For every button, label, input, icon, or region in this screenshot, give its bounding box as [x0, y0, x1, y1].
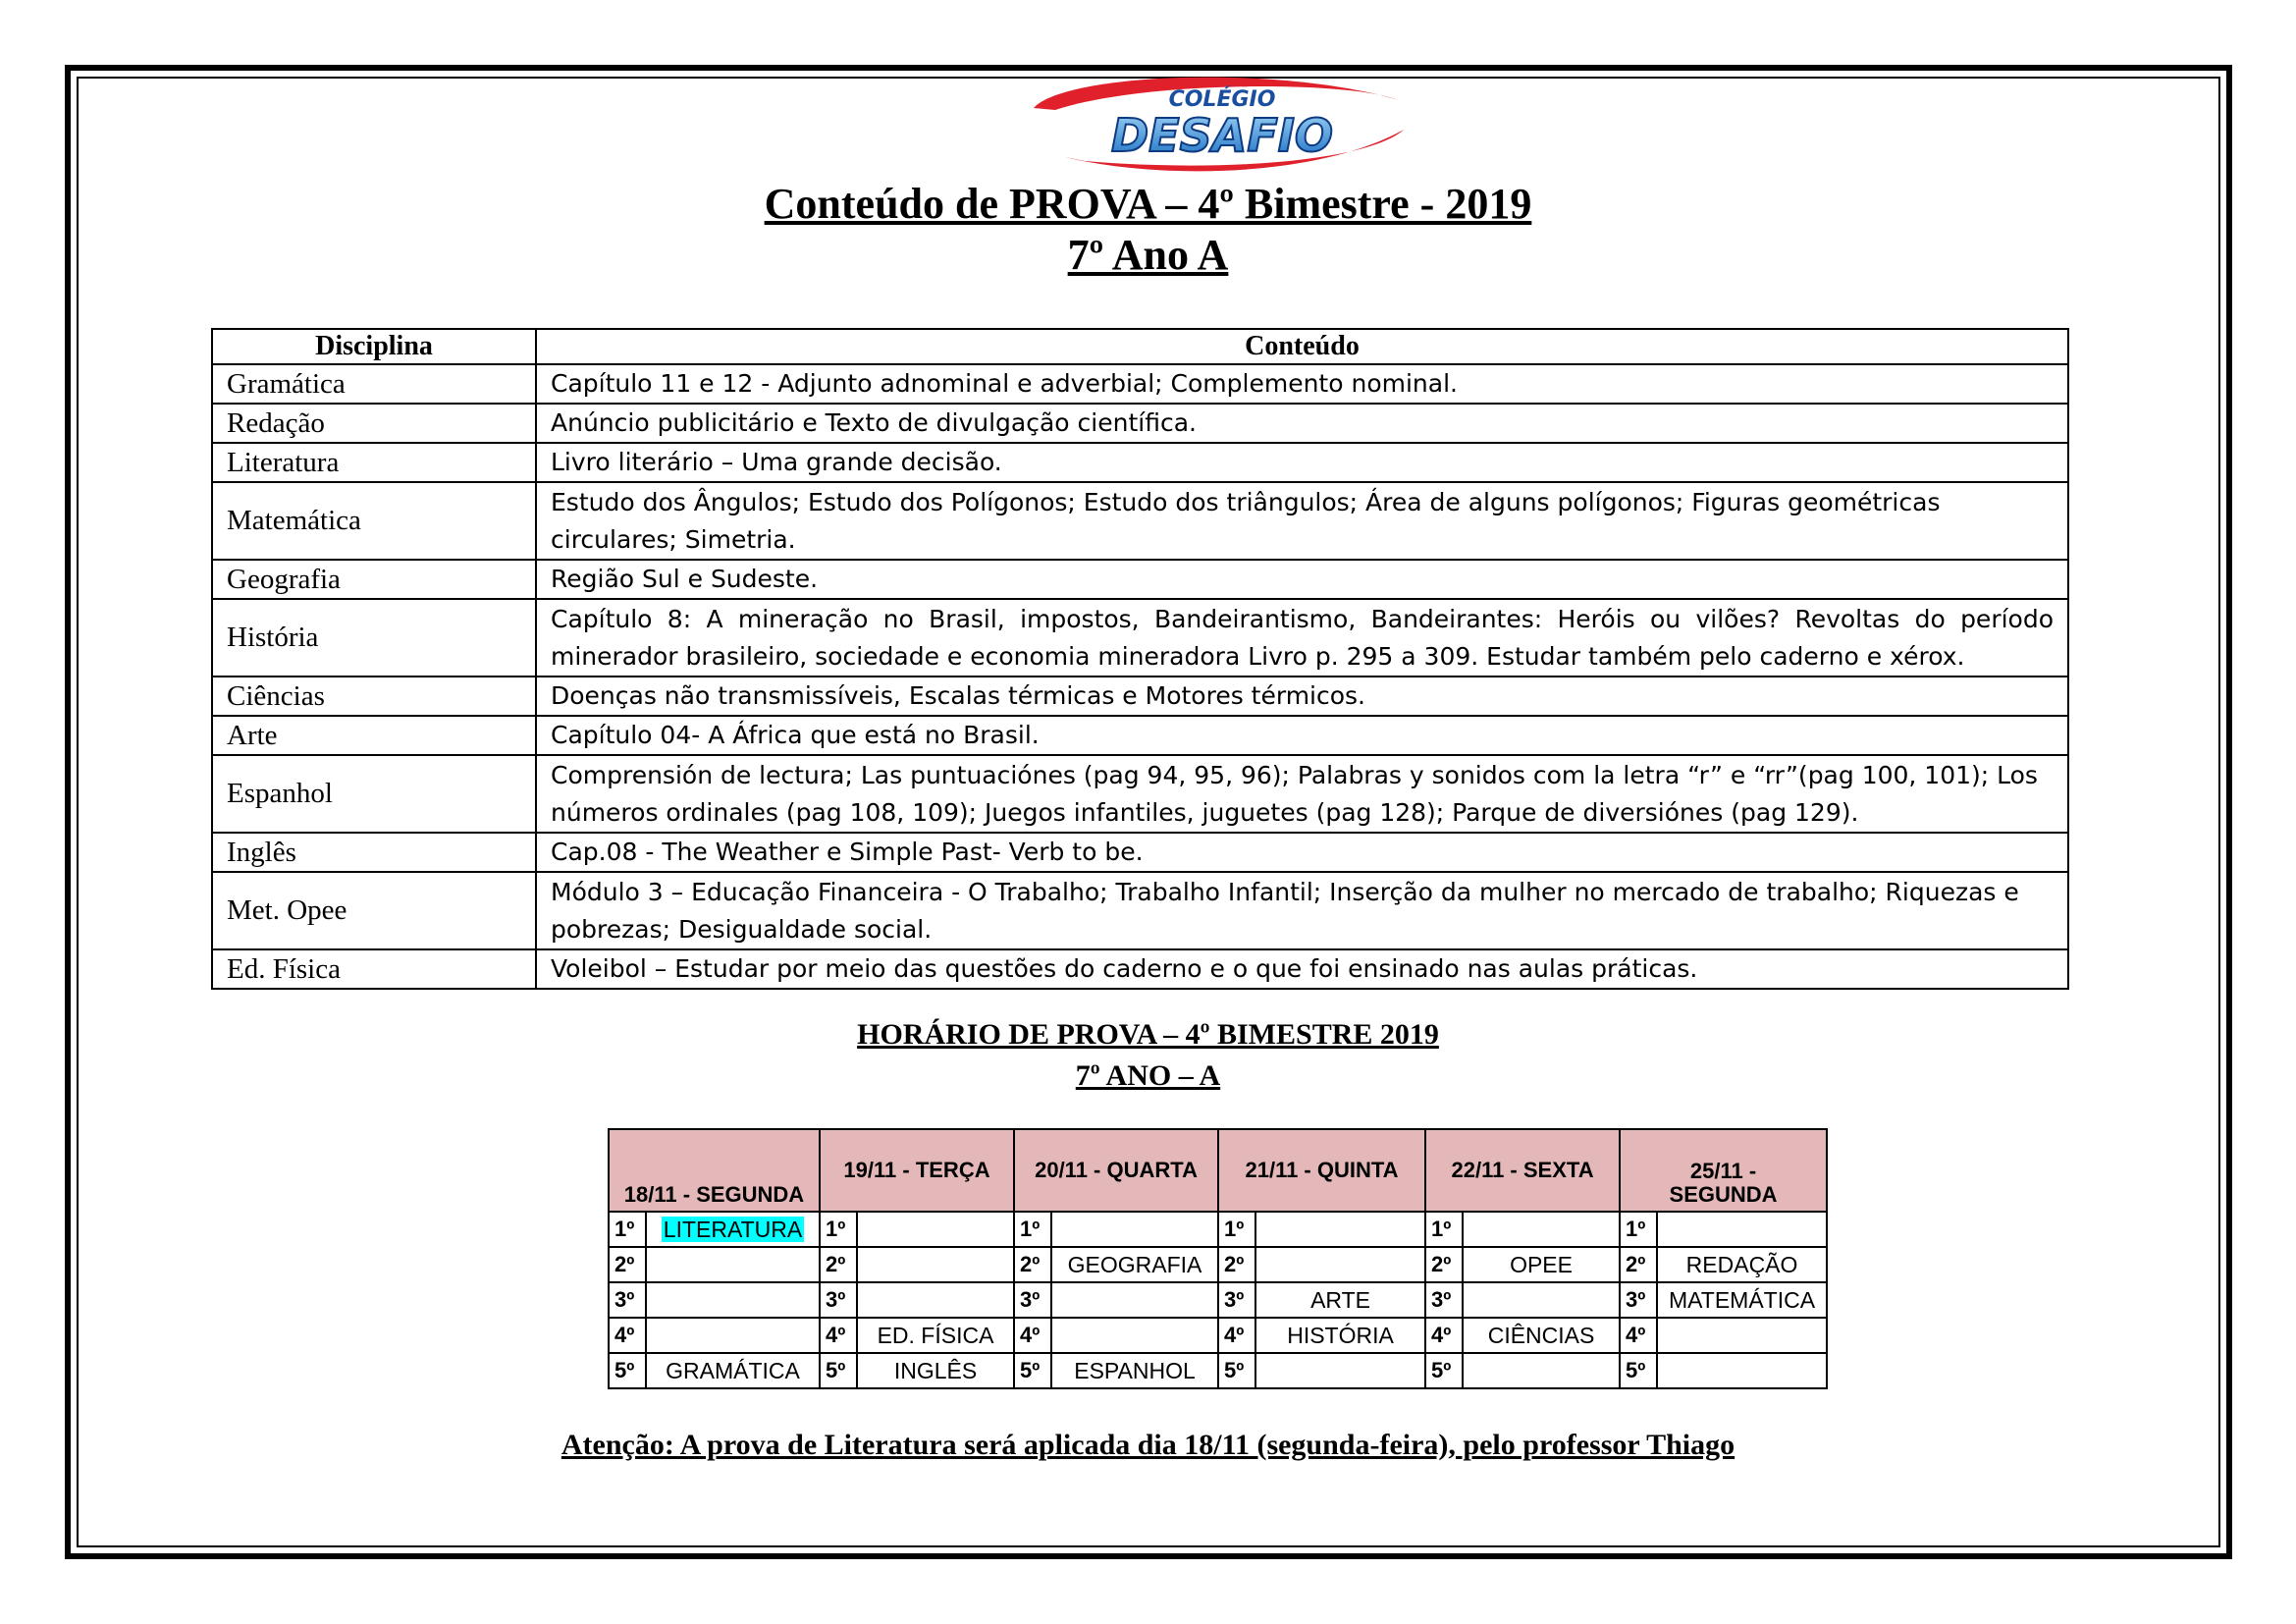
exam-subject-cell	[1657, 1353, 1827, 1388]
exam-subject-cell	[646, 1318, 820, 1353]
period-number: 2º	[820, 1247, 857, 1282]
period-number: 2º	[1218, 1247, 1255, 1282]
period-number: 4º	[1425, 1318, 1463, 1353]
conteudo-cell: Cap.08 - The Weather e Simple Past- Verb to be.	[536, 833, 2068, 872]
schedule-row	[609, 1353, 1827, 1388]
conteudo-cell: Voleibol – Estudar por meio das questões do caderno e o que foi ensinado nas aulas práticas.	[536, 949, 2068, 989]
attention-note: Atenção: A prova de Literatura será aplicada dia 18/11 (segunda-feira), pelo professor Thiago	[561, 1429, 1735, 1461]
conteudo-cell: Doenças não transmissíveis, Escalas térmicas e Motores térmicos.	[536, 677, 2068, 716]
exam-subject-cell	[1657, 1282, 1827, 1318]
disciplina-cell: Inglês	[212, 833, 536, 872]
exam-subject-cell	[1255, 1353, 1425, 1388]
day-header: 19/11 - TERÇA	[820, 1129, 1014, 1212]
period-number: 1º	[1620, 1212, 1657, 1247]
period-number: 3º	[1218, 1282, 1255, 1318]
period-number: 1º	[609, 1212, 646, 1247]
exam-subject-cell	[857, 1282, 1014, 1318]
table-row	[212, 404, 2068, 443]
conteudo-cell: Capítulo 8: A mineração no Brasil, impostos, Bandeirantismo, Bandeirantes: Heróis ou vilões? Revoltas do período minerador brasileiro, sociedade e economia mineradora Livro p. 295 a 309. Estudar também pelo caderno e xérox.	[536, 599, 2068, 677]
period-number: 4º	[609, 1318, 646, 1353]
table-row	[212, 833, 2068, 872]
period-number: 2º	[1014, 1247, 1051, 1282]
disciplina-cell: Espanhol	[212, 755, 536, 833]
period-number: 4º	[820, 1318, 857, 1353]
exam-subject-cell	[1657, 1247, 1827, 1282]
disciplina-cell: Geografia	[212, 560, 536, 599]
exam-subject-cell	[646, 1282, 820, 1318]
schedule-title: HORÁRIO DE PROVA – 4º BIMESTRE 2019	[857, 1018, 1439, 1051]
period-number: 5º	[1014, 1353, 1051, 1388]
period-number: 3º	[820, 1282, 857, 1318]
header-disciplina: Disciplina	[212, 329, 536, 364]
conteudo-cell: Anúncio publicitário e Texto de divulgação científica.	[536, 404, 2068, 443]
conteudo-cell: Comprensión de lectura; Las puntuaciónes (pag 94, 95, 96); Palabras y sonidos com la letra “r” e “rr”(pag 100, 101); Los números ordinales (pag 108, 109); Juegos infantiles, juguetes (pag 128); Parque de diversiónes (pag 129).	[536, 755, 2068, 833]
exam-subject: GRAMÁTICA	[666, 1357, 800, 1383]
exam-subject-cell	[646, 1353, 820, 1388]
schedule-row	[609, 1212, 1827, 1247]
schedule-table	[608, 1128, 1828, 1389]
schedule-subtitle: 7º ANO – A	[1075, 1059, 1221, 1092]
table-row	[212, 560, 2068, 599]
table-row	[212, 716, 2068, 755]
header-conteudo: Conteúdo	[536, 329, 2068, 364]
exam-subject-cell	[857, 1212, 1014, 1247]
exam-subject-cell	[1463, 1353, 1620, 1388]
page-subtitle: 7º Ano A	[1067, 231, 1229, 279]
exam-subject-cell	[1657, 1212, 1827, 1247]
conteudo-cell: Região Sul e Sudeste.	[536, 560, 2068, 599]
table-row	[212, 482, 2068, 560]
exam-subject: ARTE	[1310, 1286, 1370, 1313]
exam-subject: ESPANHOL	[1074, 1357, 1196, 1383]
exam-subject-cell	[1255, 1318, 1425, 1353]
period-number: 5º	[1425, 1353, 1463, 1388]
exam-subject-cell	[1051, 1353, 1218, 1388]
exam-subject: ED. FÍSICA	[877, 1322, 994, 1348]
table-row	[212, 872, 2068, 949]
page-title: Conteúdo de PROVA – 4º Bimestre - 2019	[764, 180, 1532, 228]
period-number: 1º	[820, 1212, 857, 1247]
exam-subject: CIÊNCIAS	[1487, 1322, 1595, 1348]
period-number: 5º	[820, 1353, 857, 1388]
table-row	[212, 599, 2068, 677]
conteudo-cell: Capítulo 04- A África que está no Brasil.	[536, 716, 2068, 755]
disciplina-cell: Ciências	[212, 677, 536, 716]
disciplina-cell: História	[212, 599, 536, 677]
exam-subject: OPEE	[1510, 1251, 1573, 1277]
exam-subject: MATEMÁTICA	[1669, 1286, 1816, 1313]
exam-subject-cell	[1463, 1282, 1620, 1318]
exam-subject-cell	[1051, 1282, 1218, 1318]
conteudo-cell: Módulo 3 – Educação Financeira - O Trabalho; Trabalho Infantil; Inserção da mulher no mercado de trabalho; Riquezas e pobrezas; Desigualdade social.	[536, 872, 2068, 949]
exam-subject: REDAÇÃO	[1685, 1251, 1798, 1277]
schedule-body	[609, 1212, 1827, 1388]
disciplina-cell: Literatura	[212, 443, 536, 482]
period-number: 2º	[1425, 1247, 1463, 1282]
day-header: 22/11 - SEXTA	[1425, 1129, 1620, 1212]
exam-subject: HISTÓRIA	[1287, 1322, 1394, 1348]
table-row	[212, 364, 2068, 404]
exam-subject-cell	[1463, 1318, 1620, 1353]
period-number: 5º	[1620, 1353, 1657, 1388]
logo-text-desafio: DESAFIO	[1111, 109, 1333, 162]
exam-subject-cell	[1255, 1282, 1425, 1318]
conteudo-cell: Capítulo 11 e 12 - Adjunto adnominal e adverbial; Complemento nominal.	[536, 364, 2068, 404]
exam-subject-cell	[857, 1247, 1014, 1282]
content-table	[211, 328, 2069, 990]
exam-subject-cell	[1051, 1212, 1218, 1247]
exam-subject: INGLÊS	[893, 1357, 978, 1383]
conteudo-cell: Estudo dos Ângulos; Estudo dos Polígonos; Estudo dos triângulos; Área de alguns polígonos; Figuras geométricas circulares; Simetria.	[536, 482, 2068, 560]
period-number: 1º	[1425, 1212, 1463, 1247]
exam-subject-cell	[1255, 1212, 1425, 1247]
period-number: 2º	[609, 1247, 646, 1282]
exam-subject-cell	[1463, 1247, 1620, 1282]
period-number: 5º	[609, 1353, 646, 1388]
exam-subject-cell	[1657, 1318, 1827, 1353]
schedule-row	[609, 1318, 1827, 1353]
exam-subject: LITERATURA	[663, 1216, 803, 1242]
day-header: 21/11 - QUINTA	[1218, 1129, 1425, 1212]
table-row	[212, 949, 2068, 989]
period-number: 3º	[1425, 1282, 1463, 1318]
exam-subject-cell	[1051, 1318, 1218, 1353]
disciplina-cell: Redação	[212, 404, 536, 443]
disciplina-cell: Matemática	[212, 482, 536, 560]
exam-subject: GEOGRAFIA	[1067, 1251, 1202, 1277]
disciplina-cell: Arte	[212, 716, 536, 755]
period-number: 4º	[1620, 1318, 1657, 1353]
day-header: 25/11 - SEGUNDA	[1620, 1129, 1827, 1212]
period-number: 1º	[1218, 1212, 1255, 1247]
schedule-row	[609, 1282, 1827, 1318]
table-row	[212, 677, 2068, 716]
period-number: 4º	[1014, 1318, 1051, 1353]
day-header: 18/11 - SEGUNDA	[609, 1129, 820, 1212]
exam-subject-cell	[646, 1247, 820, 1282]
period-number: 2º	[1620, 1247, 1657, 1282]
logo-text-colegio: COLÉGIO	[1168, 87, 1276, 112]
table-row	[212, 755, 2068, 833]
conteudo-cell: Livro literário – Uma grande decisão.	[536, 443, 2068, 482]
period-number: 3º	[1014, 1282, 1051, 1318]
exam-subject-cell	[1051, 1247, 1218, 1282]
period-number: 4º	[1218, 1318, 1255, 1353]
period-number: 5º	[1218, 1353, 1255, 1388]
school-logo	[1026, 71, 1414, 177]
exam-subject-cell	[857, 1353, 1014, 1388]
period-number: 1º	[1014, 1212, 1051, 1247]
period-number: 3º	[609, 1282, 646, 1318]
exam-subject-cell	[1463, 1212, 1620, 1247]
table-row	[212, 443, 2068, 482]
period-number: 3º	[1620, 1282, 1657, 1318]
exam-subject-cell	[857, 1318, 1014, 1353]
disciplina-cell: Ed. Física	[212, 949, 536, 989]
day-header: 20/11 - QUARTA	[1014, 1129, 1218, 1212]
exam-subject-cell	[1255, 1247, 1425, 1282]
exam-subject-cell	[646, 1212, 820, 1247]
schedule-row	[609, 1247, 1827, 1282]
disciplina-cell: Met. Opee	[212, 872, 536, 949]
disciplina-cell: Gramática	[212, 364, 536, 404]
